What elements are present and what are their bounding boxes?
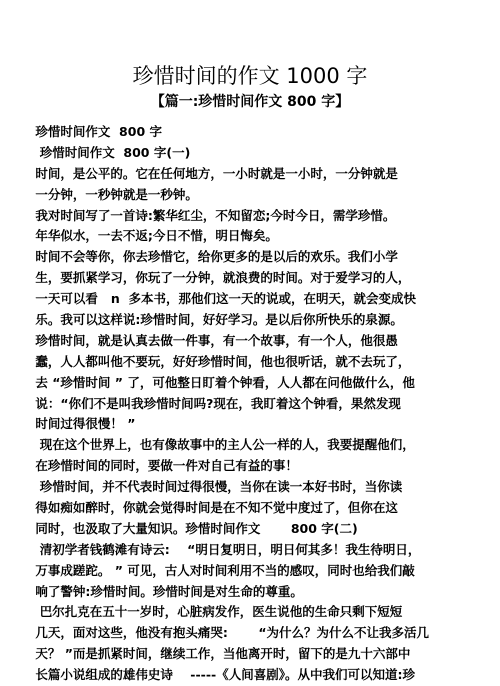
- body-line: 万事成蹉跎。 ” 可见，古人对时间利用不当的感叹，同时也给我们敲: [31, 562, 415, 578]
- body-line: 我对时间写了一首诗:繁华红尘，不知留恋;今时今日，需学珍惜。: [31, 207, 396, 223]
- body-line: 时间，是公平的。它在任何地方，一小时就是一小时，一分钟就是: [31, 165, 398, 181]
- body-line: 珍惜时间作文 800 字(一): [31, 144, 191, 160]
- body-line: 一分钟，一秒钟就是一秒钟。: [31, 186, 198, 202]
- body-line: 现在这个世界上，也有像故事中的主人公一样的人，我要提醒他们，: [31, 437, 415, 453]
- body-line: 乐。我可以这样说:珍惜时间，好好学习。是以后你所快乐的泉源。: [31, 312, 403, 328]
- body-line: 在珍惜时间的同时，要做一件对自己有益的事！: [31, 458, 298, 474]
- body-line: 清初学者钱鹤滩有诗云: “明日复明日，明日何其多！我生待明日，: [31, 541, 421, 557]
- body-line: 一天可以看 n 多本书，那他们这一天的说或，在明天，就会变成快: [31, 291, 417, 307]
- body-line: 珍惜时间，就是认真去做一件事，有一个故事，有一个人，他很愚: [31, 332, 398, 348]
- body-line: 珍惜时间作文 800 字: [31, 124, 163, 139]
- body-line: 天？ ”而是抓紧时间，继续工作，当他离开时，留下的是九十六部中: [31, 646, 411, 662]
- body-line: 时间不会等你，你去珍惜它，给你更多的是以后的欢乐。我们小学: [31, 249, 398, 265]
- body-line: 蠢，人人都叫他不要玩，好好珍惜时间，他也很听话，就不去玩了，: [31, 353, 411, 369]
- body-line: 年华似水，一去不返;今日不惜，明日悔矣。: [31, 228, 278, 244]
- body-line: 得如痴如醉时，你就会觉得时间是在不知不觉中度过了，但你在这: [31, 500, 398, 516]
- body-line: 几天，面对这些，他没有抱头痛哭: “为什么？为什么不让我多活几: [31, 625, 430, 641]
- body-line: 说：“你们不是叫我珍惜时间吗?现在，我盯着这个钟看，果然发现: [31, 395, 401, 411]
- body-line: 生，要抓紧学习，你玩了一分钟，就浪费的时间。对于爱学习的人，: [31, 270, 411, 286]
- body-line: 同时，也汲取了大量知识。珍惜时间作文 800 字(二): [31, 520, 358, 536]
- body-line: 响了警钟:珍惜时间。珍惜时间是对生命的尊重。: [31, 583, 303, 599]
- document-title: 珍惜时间的作文 1000 字: [132, 64, 368, 88]
- document-body: [31, 122, 486, 686]
- body-line: 珍惜时间，并不代表时间过得很慢，当你在读一本好书时，当你读: [31, 479, 403, 495]
- body-line: 去 “珍惜时间 ” 了，可他整日盯着个钟看，人人都在问他做什么，他: [31, 374, 415, 390]
- body-line: 巴尔扎克在五十一岁时，心脏病发作，医生说他的生命只剩下短短: [31, 604, 403, 620]
- document-subtitle: 【篇一:珍惜时间作文 800 字】: [150, 94, 350, 110]
- body-line: 长篇小说组成的雄伟史诗 -----《人间喜剧》。从中我们可以知道:珍: [31, 667, 415, 683]
- body-line: 时间过得很慢！ ”: [31, 416, 136, 432]
